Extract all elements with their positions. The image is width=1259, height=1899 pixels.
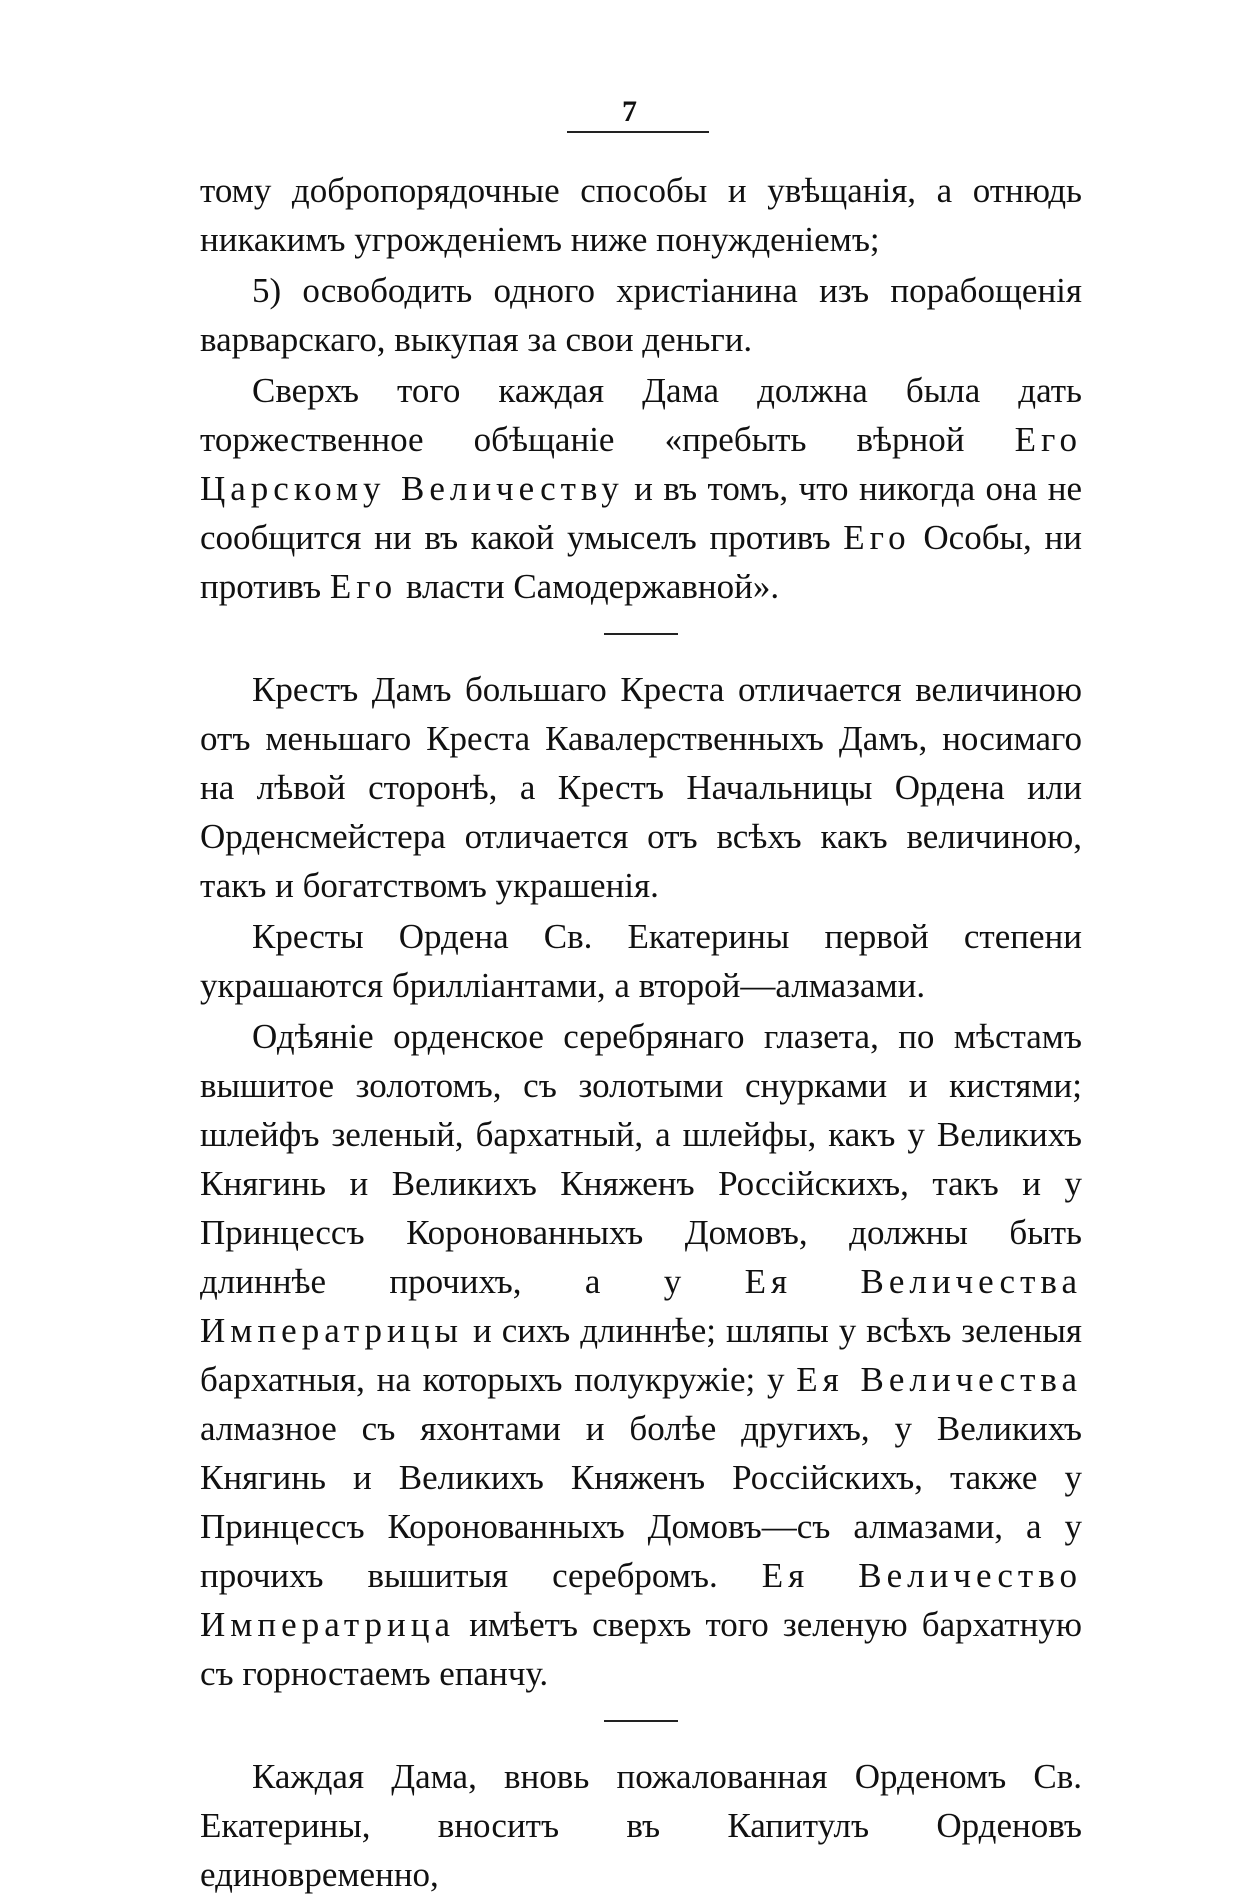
spaced-emphasis: Его [843,518,911,557]
paragraph: 5) освободить одного христіанина изъ порабощенія варварскаго, выкупая за свои деньги. [200,271,1082,359]
page-number: 7 [622,95,637,128]
paragraph: тому добропорядочные способы и увѣщанія, а отнюдь никакимъ угрожденіемъ ниже понужденіемъ; [200,171,1082,259]
text-run: власти Самодержавной». [397,567,780,606]
section-divider [604,633,678,635]
text-run: и сихъ длиннѣе; шляпы у всѣхъ зеленыя бархатныя, на которыхъ полукружіе; у [200,1311,1082,1399]
paragraph: Крестъ Дамъ большаго Креста отличается величиною отъ меньшаго Креста Кавалерственныхъ Дамъ, носимаго на лѣвой сторонѣ, а Крестъ Начальницы Ордена или Орденсмейстера отличается отъ всѣхъ какъ величиною, такъ и богатствомъ украшенія. [200,670,1082,905]
header-rule [567,131,709,133]
paragraph: Кресты Ордена Св. Екатерины первой степени украшаются бриллiантами, а второй—алмазами. [200,917,1082,1005]
attire-paragraph [200,1012,1082,1698]
spaced-emphasis: Ея Величества [796,1360,1083,1399]
spaced-emphasis: Ея Величество Императрица [200,1556,1082,1644]
oath-paragraph [200,366,1082,611]
text-run: алмазное съ яхонтами и болѣе другихъ, у Великихъ Княгинь и Великихъ Княженъ Россійскихъ, также у Принцессъ Коронованныхъ Домовъ—съ алмазами, а у прочихъ вышитыя серебромъ. [200,1409,1082,1595]
section-divider [604,1720,678,1722]
text-run: и въ томъ, что никогда она не сообщится ни въ какой умыселъ противъ [200,469,1082,557]
page-body [200,166,1082,1899]
spaced-emphasis: Ея Величества Императрицы [200,1262,1082,1350]
text-run: Сверхъ того каждая Дама должна была дать торжественное обѣщаніе «пребыть вѣрной [200,371,1082,459]
paragraph: Каждая Дама, вновь пожалованная Орденомъ Св. Екатерины, вноситъ въ Капитулъ Орденовъ единовременно, [200,1757,1082,1894]
text-run: Особы, ни противъ [200,518,1082,606]
spaced-emphasis: Его [329,567,398,606]
text-run: имѣетъ сверхъ того зеленую бархатную съ горностаемъ епанчу. [200,1605,1082,1693]
spaced-emphasis: Его Царскому Величеству [200,420,1082,508]
text-run: Одѣяніе орденское серебрянаго глазета, по мѣстамъ вышитое золотомъ, съ золотыми снурками и кистями; шлейфъ зеленый, бархатный, а шлейфы, какъ у Великихъ Княгинь и Великихъ Княженъ Россійскихъ, такъ и у Принцессъ Коронованныхъ Домовъ, должны быть длиннѣе прочихъ, а у [200,1017,1082,1301]
